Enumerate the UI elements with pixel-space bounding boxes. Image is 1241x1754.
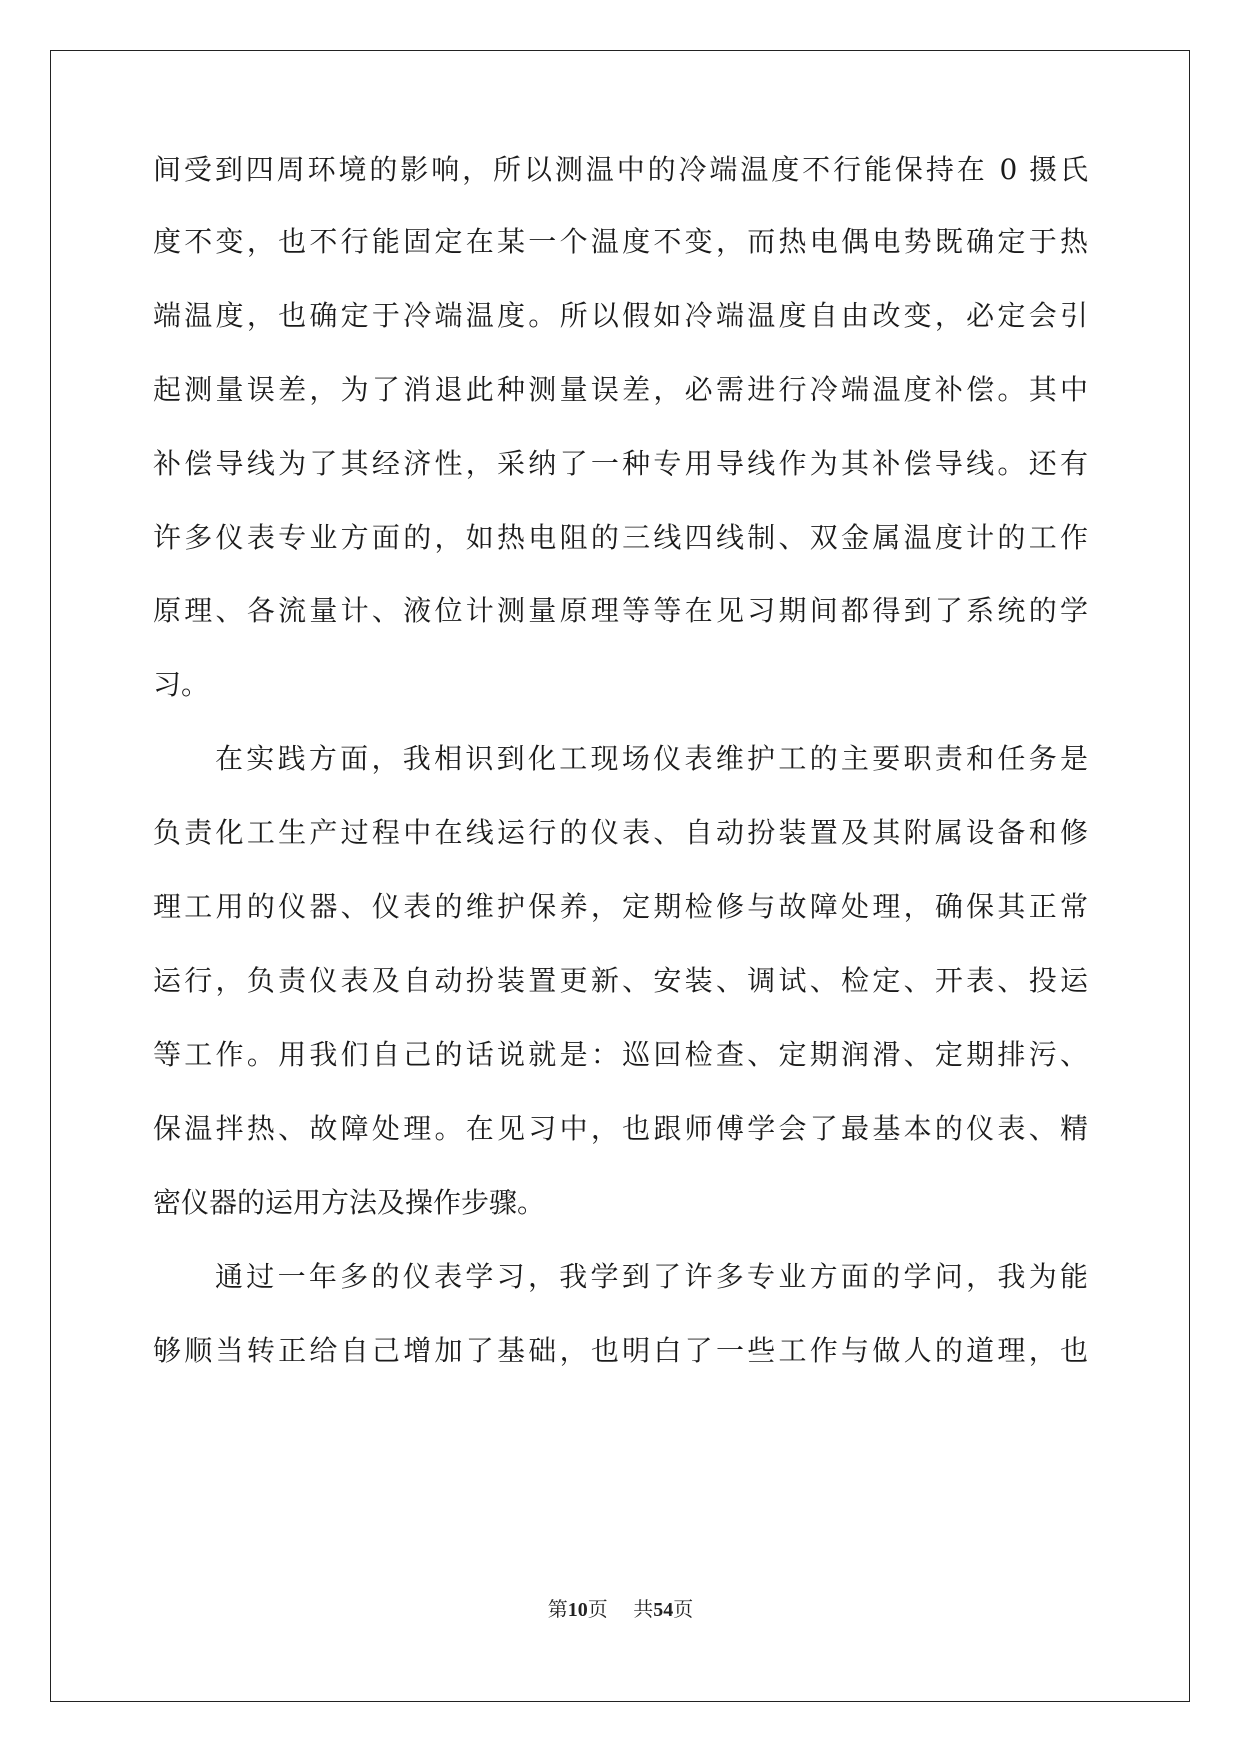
text-line: 等工作。用我们自己的话说就是：巡回检查、定期润滑、定期排污、 <box>153 1038 1088 1071</box>
text-line: 补偿导线为了其经济性，采纳了一种专用导线作为其补偿导线。还有 <box>153 447 1088 480</box>
total-page-number: 54 <box>653 1599 674 1621</box>
text-line: 许多仪表专业方面的，如热电阻的三线四线制、双金属温度计的工作 <box>153 521 1088 554</box>
text-line: 原理、各流量计、液位计测量原理等等在见习期间都得到了系统的学 <box>153 594 1088 627</box>
text-line: 负责化工生产过程中在线运行的仪表、自动扮装置及其附属设备和修 <box>153 816 1088 849</box>
page-number-footer <box>0 1597 1241 1622</box>
page-prefix: 第 <box>547 1597 568 1621</box>
text-line: 度不变，也不行能固定在某一个温度不变，而热电偶电势既确定于热 <box>153 225 1088 258</box>
page-suffix: 页 <box>673 1597 694 1621</box>
text-line: 保温拌热、故障处理。在见习中，也跟师傅学会了最基本的仪表、精 <box>153 1112 1088 1145</box>
text-line: 密仪器的运用方法及操作步骤。 <box>153 1186 546 1219</box>
text-line: 端温度，也确定于冷端温度。所以假如冷端温度自由改变，必定会引 <box>153 299 1088 332</box>
text-line: 习。 <box>153 668 210 701</box>
text-line: 间受到四周环境的影响，所以测温中的冷端温度不行能保持在 0 摄氏 <box>153 153 1088 186</box>
text-line: 够顺当转正给自己增加了基础，也明白了一些工作与做人的道理，也 <box>153 1334 1088 1367</box>
text-line: 运行，负责仪表及自动扮装置更新、安装、调试、检定、开表、投运 <box>153 964 1088 997</box>
text-line: 起测量误差，为了消退此种测量误差，必需进行冷端温度补偿。其中 <box>153 373 1088 406</box>
text-line: 理工用的仪器、仪表的维护保养，定期检修与故障处理，确保其正常 <box>153 890 1088 923</box>
paragraph-first-line: 在实践方面，我相识到化工现场仪表维护工的主要职责和任务是 <box>215 742 1088 775</box>
paragraph-first-line: 通过一年多的仪表学习，我学到了许多专业方面的学问，我为能 <box>215 1260 1088 1293</box>
page-mid: 页 共 <box>587 1597 654 1621</box>
current-page-number: 10 <box>567 1599 588 1621</box>
